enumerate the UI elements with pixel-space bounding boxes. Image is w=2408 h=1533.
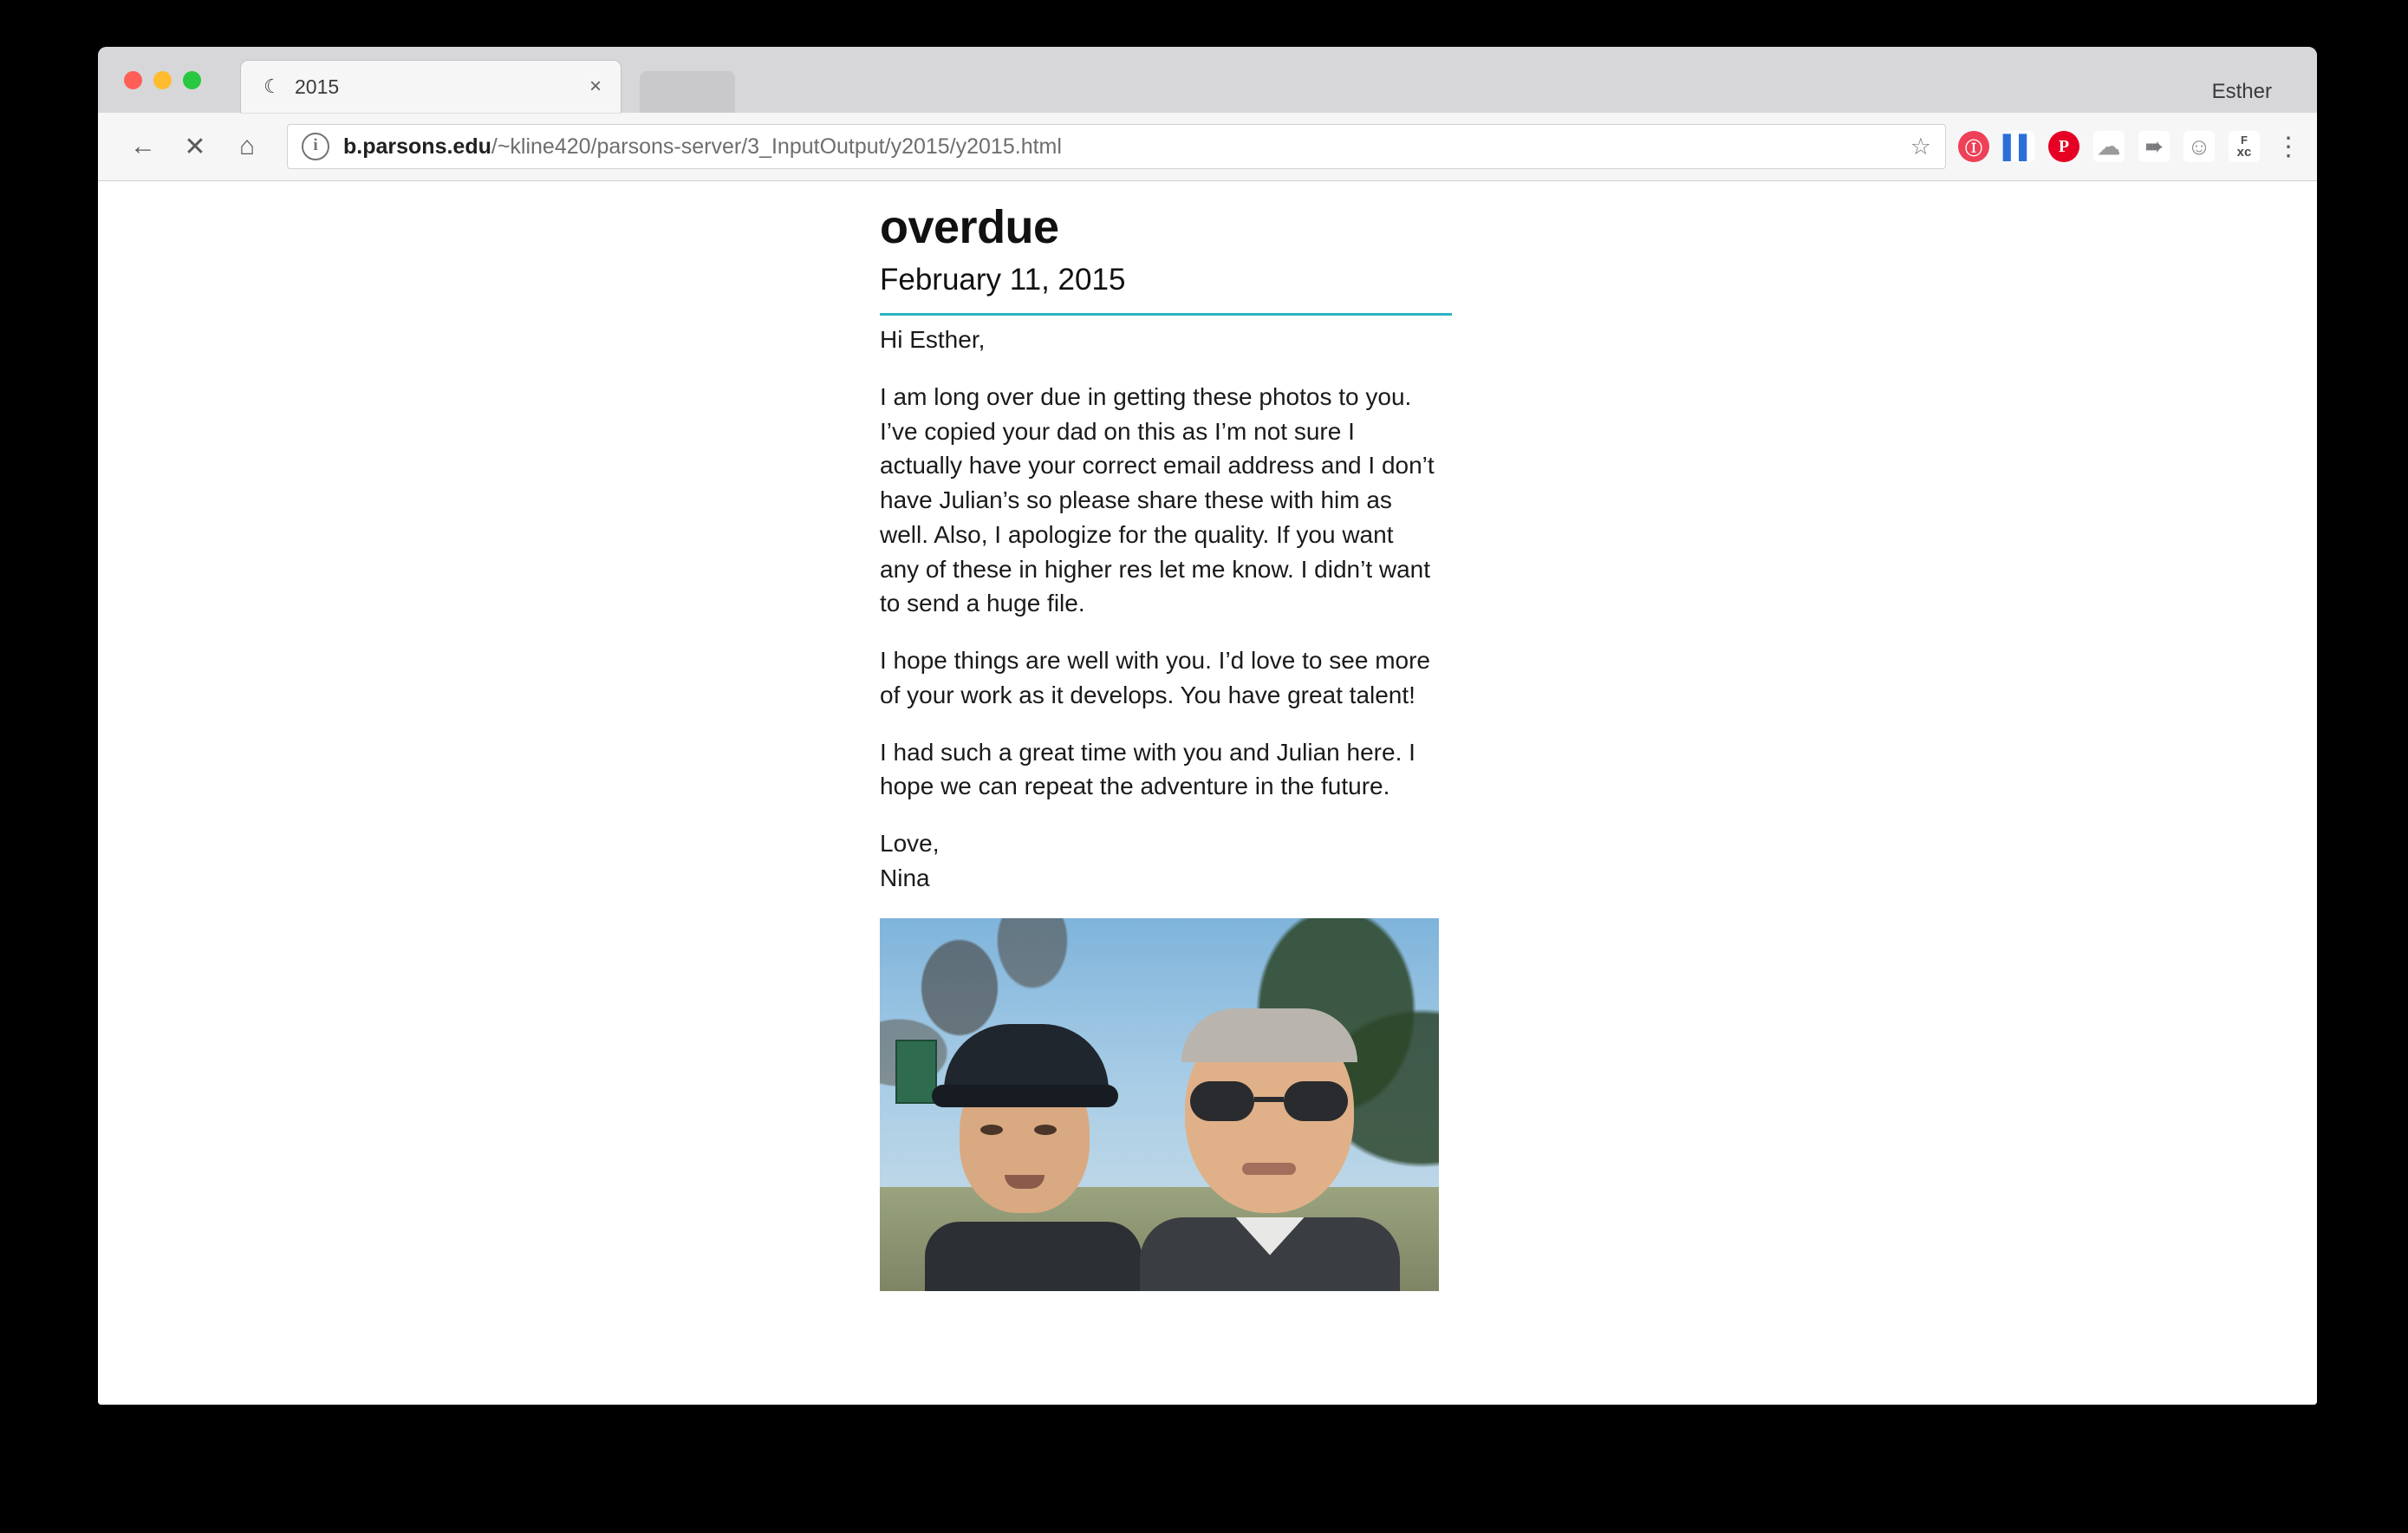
zoom-window-button[interactable] [183,71,201,89]
paragraph-greeting: Hi Esther, [880,326,986,353]
address-bar[interactable] [287,124,1946,169]
back-icon[interactable]: ← [130,132,156,160]
photo-person-young [925,1005,1142,1291]
url-text [343,134,1062,160]
runner-extension-icon[interactable]: ➠ [2138,131,2170,162]
browser-window [98,47,2317,1405]
analytics-extension-icon[interactable]: ▌▌ [2003,131,2034,162]
bookmark-star-icon[interactable]: ☆ [1910,133,1931,160]
signoff-line-1: Love, [880,830,940,857]
pinterest-extension-icon[interactable]: P [2048,131,2079,162]
pocket-extension-icon[interactable]: Ⓘ [1958,131,1989,162]
signoff-line-2: Nina [880,864,930,891]
post-date: February 11, 2015 [880,263,1126,297]
close-window-button[interactable] [124,71,142,89]
page-viewport [98,181,2317,1405]
divider [880,313,1452,316]
tab-strip [98,47,2317,113]
paragraph-3: I had such a great time with you and Julian here. I hope we can repeat the adventure in the future. [880,738,1416,800]
post-body [880,323,1452,896]
profile-name[interactable]: Esther [2211,80,2272,103]
page-title: overdue [880,201,1059,253]
blog-post [880,200,1452,1291]
browser-tab[interactable] [241,61,621,113]
url-host: b.parsons.edu [343,134,491,159]
moon-icon: ☾ [264,75,281,97]
window-controls [124,71,201,89]
xc-extension-icon[interactable]: F xc [2229,131,2260,162]
minimize-window-button[interactable] [153,71,172,89]
web-page [98,181,2317,1405]
extensions-bar [1958,131,2260,162]
tab-title: 2015 [295,75,340,98]
paragraph-2: I hope things are well with you. I’d love to see more of your work as it develops. You have great talent! [880,647,1431,708]
browser-menu-icon[interactable]: ⋮ [2275,132,2301,161]
url-path: /~kline420/parsons-server/3_InputOutput/y2015/y2015.html [491,134,1062,159]
home-icon[interactable]: ⌂ [238,132,256,160]
smiley-extension-icon[interactable]: ☺ [2183,131,2215,162]
photo-person-adult [1140,979,1400,1291]
paragraph-1: I am long over due in getting these photos to you. I’ve copied your dad on this as I’m not sure I actually have your correct email address and I don’t have Julian’s so please share these with him as well. Also, I apologize for the quality. If you want any of these in higher res let me know. I didn’t want to send a huge file. [880,382,1435,617]
new-tab-placeholder[interactable] [640,71,735,113]
close-icon[interactable]: × [589,75,602,98]
site-info-icon[interactable]: i [302,133,329,160]
stop-icon[interactable]: ✕ [184,132,206,161]
browser-toolbar [98,113,2317,181]
post-photo [880,918,1439,1291]
cloud-extension-icon[interactable]: ☁ [2093,131,2125,162]
